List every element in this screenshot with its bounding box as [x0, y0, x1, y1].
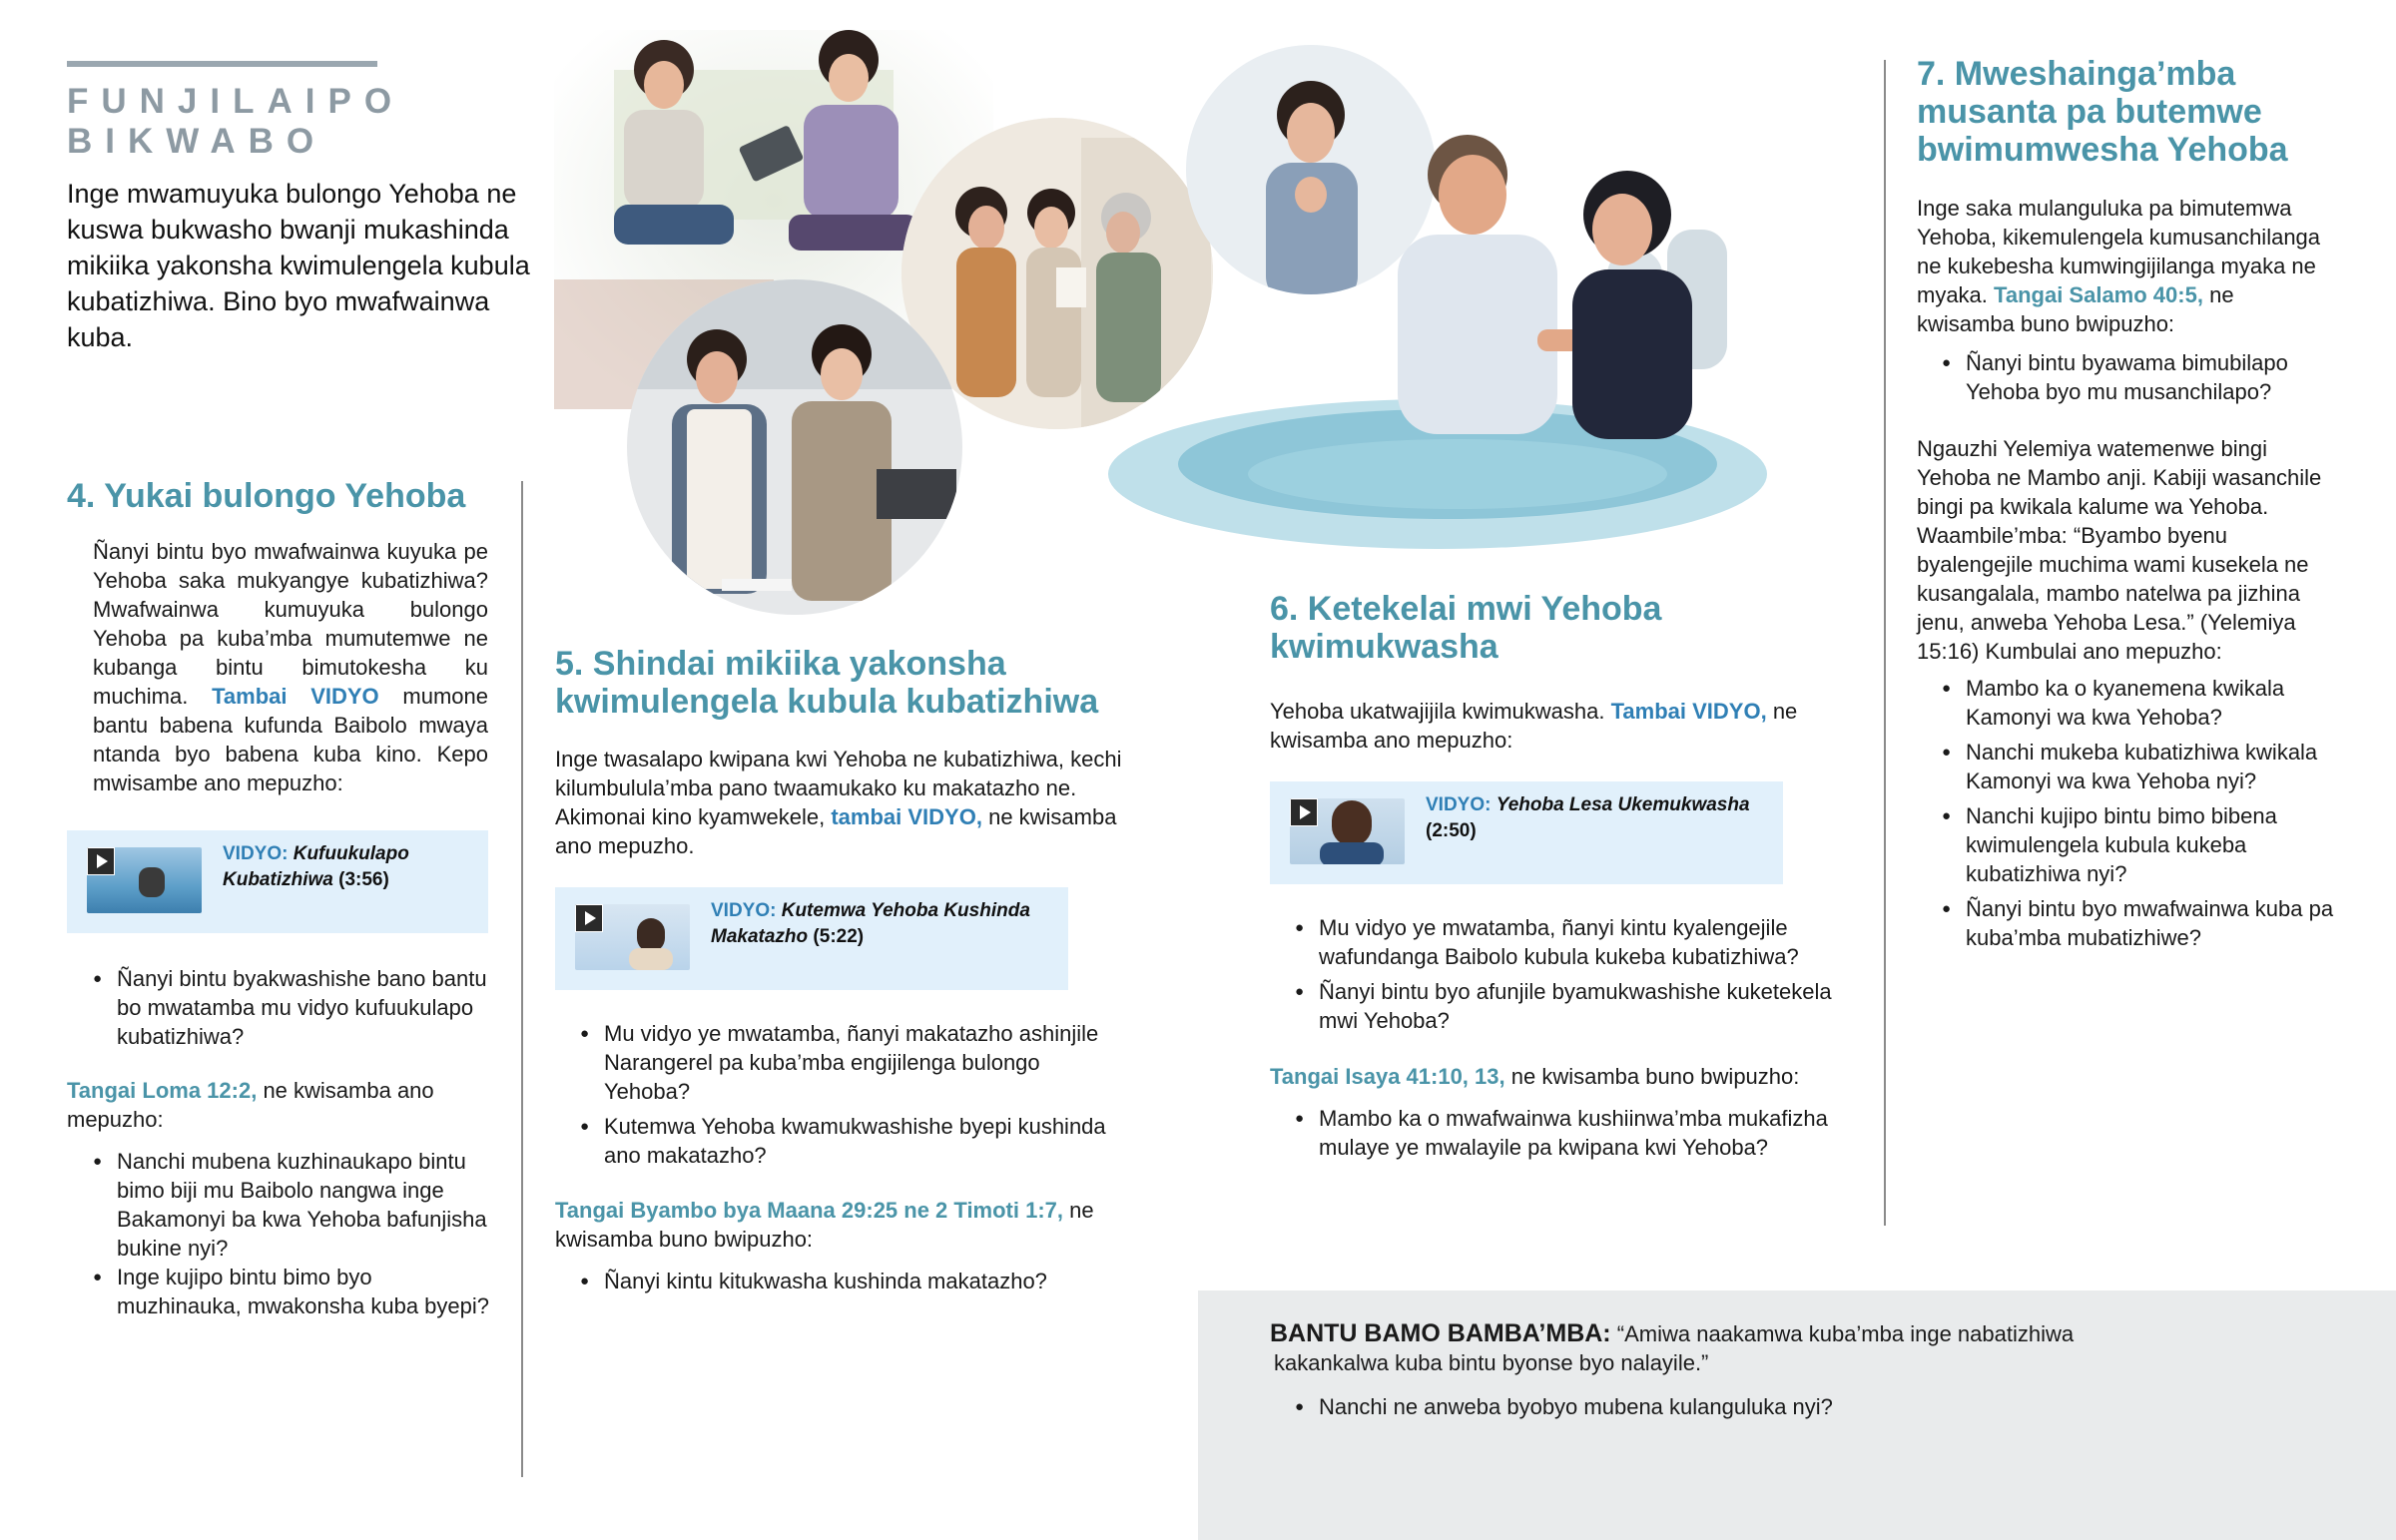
section-4-text-b: mumone bantu babena kufunda Baibolo mwaya ntanda byo babena kuba kino. Kepo mwisambe ano mepuzho:	[93, 684, 488, 795]
section-6-title	[1270, 590, 1829, 666]
section-7-body-a	[1917, 194, 2336, 338]
question-item: ● Ñanyi bintu byakwashishe bano bantu bo mwatamba mu vidyo kufuukulapo kubatizhiwa?	[93, 964, 488, 1051]
section-4-video-link[interactable]: Tambai VIDYO	[212, 684, 379, 709]
section-6-questions-1	[1295, 913, 1854, 1035]
section-4-video-card[interactable]	[67, 830, 488, 933]
section-7-questions-1	[1942, 348, 2341, 406]
section-7-title-line-1: 7. Mweshainga’mba	[1917, 55, 2236, 93]
section-7-body-b: Ngauzhi Yelemiya watemenwe bingi Yehoba ne Mambo anji. Kabiji wasanchile bingi pa kwikala kalume wa Yehoba. Waambile’mba: “Byambo byenu byalengejile muchima wami kusekela ne kusangalala, mambo natelwa pa jizhina jenu, anweba Yehoba Lesa.” (Yelemiya 15:16) Kumbulai ano mepuzho:	[1917, 436, 2322, 664]
read-instruction: ne kwisamba buno bwipuzho:	[1917, 282, 2234, 336]
section-kicker	[67, 82, 426, 162]
video-duration: (5:22)	[813, 926, 865, 947]
section-6-video-link[interactable]: Tambai VIDYO,	[1610, 699, 1767, 724]
question-item: ● Mambo ka o mwafwainwa kushiinwa’mba mukafizha mulaye ye mwalayile pa kwipana kwi Yehoba?	[1295, 1104, 1854, 1162]
video-thumbnail[interactable]	[575, 904, 690, 970]
column-divider-1	[521, 481, 523, 1477]
section-6-questions-2	[1295, 1104, 1854, 1162]
question-item: ● Mu vidyo ye mwatamba, ñanyi kintu kyalengejile wafundanga Baibolo kubula kukeba kubatizhiwa?	[1295, 913, 1854, 971]
section-5-video-link[interactable]: tambai VIDYO,	[831, 804, 982, 829]
section-4-title: 4. Yukai bulongo Yehoba	[67, 477, 466, 515]
kicker-line-2: BIKWABO	[67, 122, 327, 161]
header-rule	[67, 61, 377, 67]
video-title: Kufuukulapo Kubatizhiwa	[223, 843, 409, 890]
scripture-reference[interactable]: Tangai Isaya 41:10, 13,	[1270, 1064, 1505, 1089]
intro-text: Inge mwamuyuka bulongo Yehoba ne kuswa bukwasho bwanji mukashinda mikiika yakonsha kwimulengela kubula kubatizhiwa. Bino byo mwafwainwa kuba.	[67, 179, 530, 352]
question-item: ● Nanchi mubena kuzhinaukapo bintu bimo biji mu Baibolo nangwa inge Bakamonyi ba kwa Yehoba bafunjisha bukine nyi?	[93, 1147, 492, 1263]
section-5-body	[555, 745, 1124, 860]
question-item: ● Ñanyi bintu byawama bimubilapo Yehoba byo mu musanchilapo?	[1942, 348, 2341, 406]
section-7-title-line-2: musanta pa butemwe	[1917, 93, 2262, 131]
video-kind: VIDYO:	[711, 900, 777, 921]
video-duration: (2:50)	[1426, 820, 1477, 841]
video-thumbnail[interactable]	[87, 847, 202, 913]
scripture-reference[interactable]: Tangai Byambo bya Maana 29:25 ne 2 Timoti 1:7,	[555, 1198, 1064, 1223]
video-thumbnail[interactable]	[1290, 798, 1405, 864]
section-4-read	[67, 1076, 486, 1134]
video-title: Yehoba Lesa Ukemukwasha	[1496, 794, 1750, 815]
section-6-body	[1270, 697, 1839, 755]
callout-quote	[1270, 1319, 2168, 1377]
read-instruction: ne kwisamba buno bwipuzho:	[555, 1198, 1094, 1252]
section-5-questions-1	[580, 1019, 1119, 1170]
video-duration: (3:56)	[338, 869, 389, 890]
section-5-questions-2	[580, 1267, 1119, 1295]
section-4-body	[93, 537, 488, 797]
question-item: ● Kutemwa Yehoba kwamukwashishe byepi kushinda ano makatazho?	[580, 1112, 1119, 1170]
play-icon[interactable]	[1290, 798, 1318, 826]
video-label	[223, 841, 472, 893]
question-item: ● Ñanyi bintu byo mwafwainwa kuba pa kuba’mba mubatizhiwe?	[1942, 894, 2341, 952]
question-item: ● Ñanyi kintu kitukwasha kushinda makatazho?	[580, 1267, 1119, 1295]
question-item: ● Mu vidyo ye mwatamba, ñanyi makatazho ashinjile Narangerel pa kuba’mba engijilenga bulongo Yehoba?	[580, 1019, 1119, 1106]
question-item: ● Nanchi ne anweba byobyo mubena kulanguluka nyi?	[1295, 1392, 2094, 1421]
section-7-title-line-3: bwimumwesha Yehoba	[1917, 131, 2288, 169]
section-6-read	[1270, 1062, 1849, 1091]
column-divider-2	[1884, 60, 1886, 1226]
section-4-questions-2	[93, 1147, 492, 1320]
section-6-title-line-2: kwimukwasha	[1270, 628, 1498, 666]
video-title: Kutemwa Yehoba Kushinda Makatazho	[711, 900, 1030, 947]
section-6-text-b: ne kwisamba ano mepuzho:	[1270, 699, 1798, 753]
section-4-questions-1	[93, 964, 488, 1051]
callout-quote-line-1: “Amiwa naakamwa kuba’mba inge nabatizhiwa	[1616, 1321, 2075, 1346]
video-label	[711, 898, 1050, 950]
question-item: ● Ñanyi bintu byo afunjile byamukwashishe kuketekela mwi Yehoba?	[1295, 977, 1854, 1035]
play-icon[interactable]	[575, 904, 603, 932]
play-icon[interactable]	[87, 847, 115, 875]
section-5-video-card[interactable]	[555, 887, 1068, 990]
section-4-text-a: Ñanyi bintu byo mwafwainwa kuyuka pe Yehoba saka mukyangye kubatizhiwa? Mwafwainwa kumuyuka bulongo Yehoba pa kuba’mba mumutemwe ne kubanga bintu bimutokesha ku muchima.	[93, 539, 488, 709]
section-5-title-line-2: kwimulengela kubula kubatizhiwa	[555, 683, 1099, 721]
section-5-text-a: Inge twasalapo kwipana kwi Yehoba ne kubatizhiwa, kechi kilumbulula’mba pano twaamukako ku makatazho ne. Akimonai kino kyamwekele,	[555, 747, 1122, 829]
section-5-text-b: ne kwisamba ano mepuzho.	[555, 804, 1117, 858]
section-6-title-line-1: 6. Ketekelai mwi Yehoba	[1270, 590, 1662, 628]
read-instruction: ne kwisamba ano mepuzho:	[67, 1078, 434, 1132]
question-item: ● Nanchi kujipo bintu bimo bibena kwimulengela kubula kukeba kubatizhiwa nyi?	[1942, 801, 2341, 888]
kicker-line-1: FUNJILAIPO	[67, 82, 405, 121]
illustration-circle-coworkers	[627, 279, 962, 615]
question-item: ● Nanchi mukeba kubatizhiwa kwikala Kamonyi wa kwa Yehoba nyi?	[1942, 738, 2341, 795]
video-label	[1426, 792, 1765, 844]
video-kind: VIDYO:	[223, 843, 289, 864]
section-7-title	[1917, 55, 2356, 169]
section-6-video-card[interactable]	[1270, 781, 1783, 884]
read-instruction: ne kwisamba buno bwipuzho:	[1510, 1064, 1800, 1089]
section-5-read	[555, 1196, 1114, 1254]
question-item: ● Inge kujipo bintu bimo byo muzhinauka, mwakonsha kuba byepi?	[93, 1263, 492, 1320]
question-item: ● Mambo ka o kyanemena kwikala Kamonyi wa kwa Yehoba?	[1942, 674, 2341, 732]
scripture-reference[interactable]: Tangai Loma 12:2,	[67, 1078, 258, 1103]
section-6-text-a: Yehoba ukatwajijila kwimukwasha.	[1270, 699, 1605, 724]
callout-questions	[1295, 1392, 2094, 1421]
callout-label: BANTU BAMO BAMBA’MBA:	[1270, 1319, 1611, 1347]
illustration-baptism	[1068, 130, 1767, 569]
callout-quote-line-2: kakankalwa kuba bintu byonse byo nalayile.”	[1274, 1350, 1709, 1375]
section-5-title-line-1: 5. Shindai mikiika yakonsha	[555, 645, 1006, 683]
section-7-text-a: Inge saka mulanguluka pa bimutemwa Yehoba, kikemulengela kumusanchilanga ne kukebesha kumwingijilanga myaka ne myaka.	[1917, 196, 2321, 307]
section-5-title	[555, 645, 1114, 721]
section-7-questions-2	[1942, 674, 2341, 952]
video-kind: VIDYO:	[1426, 794, 1492, 815]
scripture-reference[interactable]: Tangai Salamo 40:5,	[1994, 282, 2203, 307]
